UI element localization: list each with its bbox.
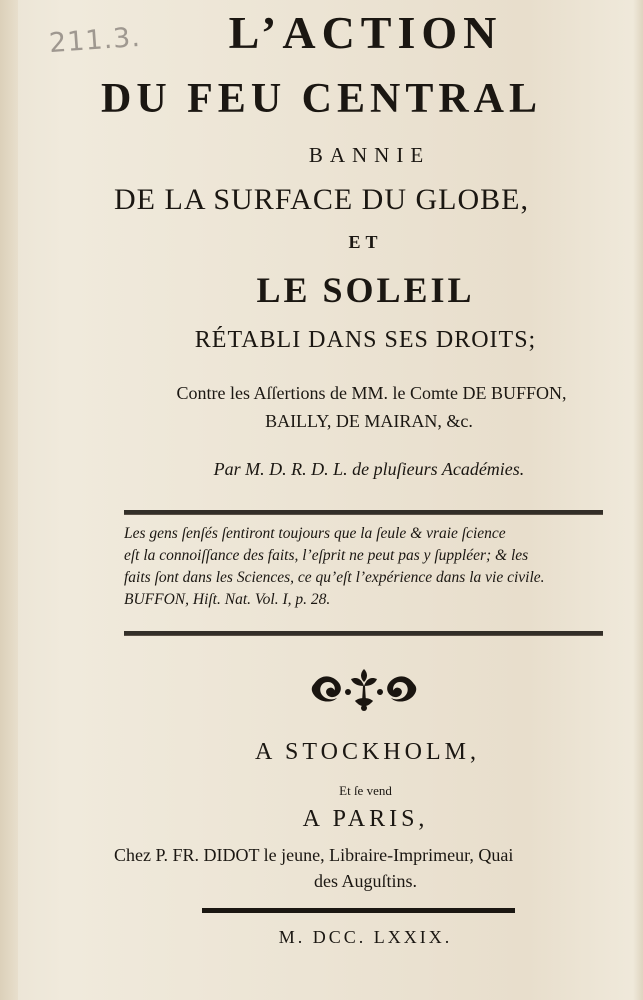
author-line: Par M. D. R. D. L. de pluſieurs Académies. <box>213 459 525 479</box>
subtitle-line-2: BAILLY, DE MAIRAN, &c. <box>265 411 473 431</box>
subtitle-line-1: Contre les Aſſertions de MM. le Comte DE BUFFON, <box>176 383 567 403</box>
epigraph-citation: BUFFON, Hiſt. Nat. Vol. I, p. 28. <box>124 591 331 608</box>
imprint-publisher-line-2: des Auguſtins. <box>313 871 417 891</box>
imprint-city: A STOCKHOLM, <box>255 739 480 765</box>
epigraph-line-3: faits ſont dans les Sciences, ce qu’eſt l’expérience dans la vie civile. <box>124 569 545 586</box>
imprint-date: M. DCC. LXXIX. <box>278 927 453 947</box>
title-line-1: L’ACTION <box>228 7 503 58</box>
imprint-rule <box>202 908 515 913</box>
epigraph-line-2: eſt la connoiſſance des faits, l’eſprit ne peut pas y ſuppléer; & les <box>124 547 529 564</box>
bottom-rule <box>124 631 603 636</box>
ornament-icon <box>306 662 422 714</box>
title-line-7: RÉTABLI DANS SES DROITS; <box>194 327 537 353</box>
title-line-6: LE SOLEIL <box>256 270 475 310</box>
title-line-2: DU FEU CENTRAL <box>100 76 543 122</box>
shelfmark-annotation: 211.3. <box>48 21 142 60</box>
title-line-3: BANNIE <box>308 143 431 167</box>
imprint-sold: Et ſe vend <box>339 783 392 798</box>
top-rule <box>124 510 603 515</box>
imprint-publisher-line-1: Chez P. FR. DIDOT le jeune, Libraire-Imprimeur, Quai <box>114 845 514 865</box>
imprint-city-2: A PARIS, <box>302 806 429 832</box>
epigraph <box>124 523 608 611</box>
epigraph-line-1: Les gens ſenſés ſentiront toujours que la ſeule & vraie ſcience <box>124 525 506 542</box>
title-line-5: ET <box>348 232 383 252</box>
title-line-4: DE LA SURFACE DU GLOBE, <box>114 183 529 216</box>
